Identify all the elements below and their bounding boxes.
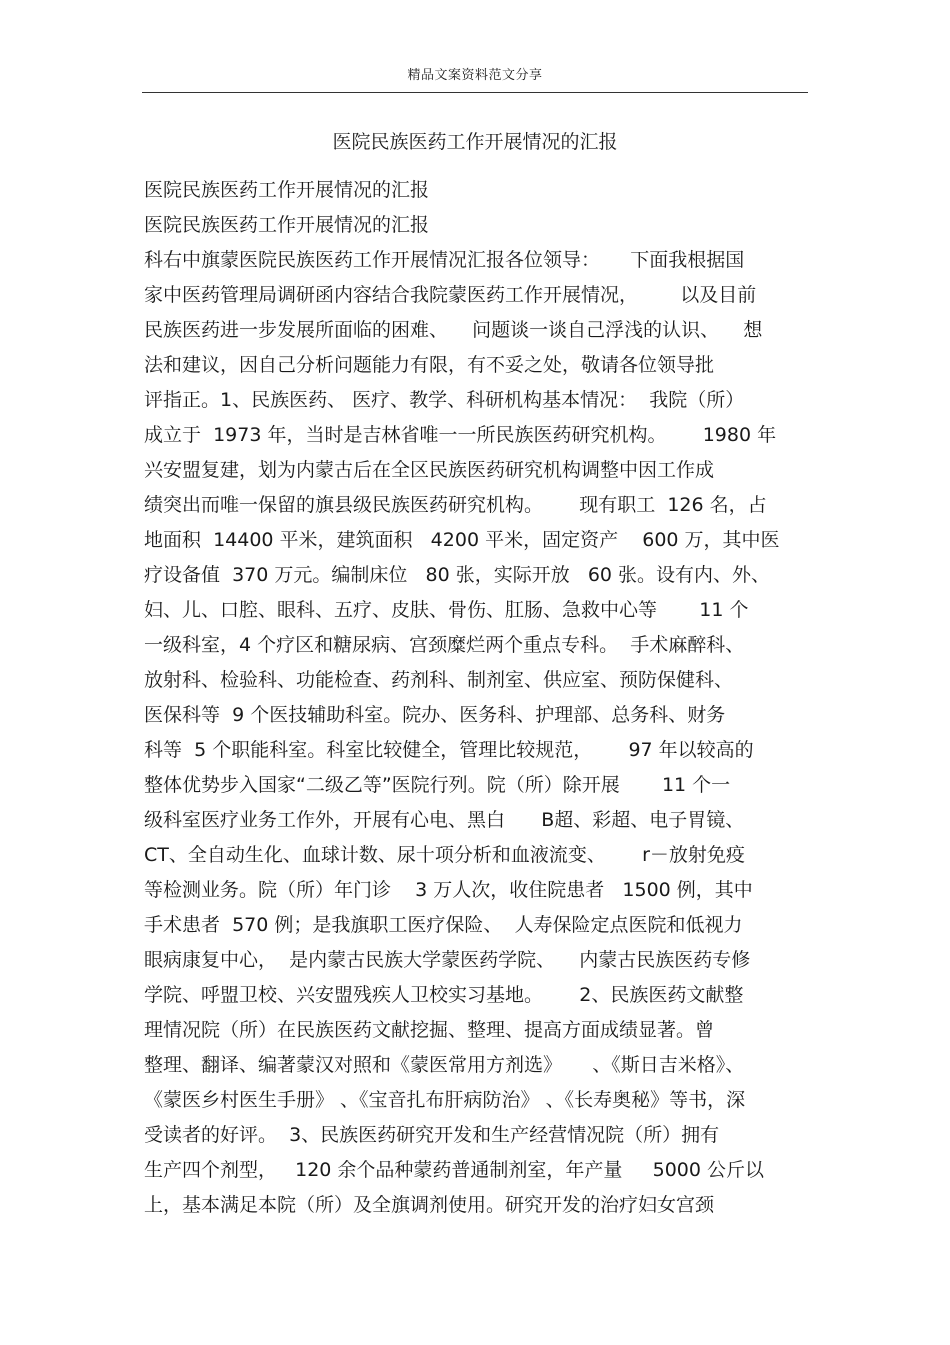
body-line: 等检测业务。院（所）年门诊 3 万人次，收住院患者 1500 例，其中 [144,879,753,901]
body-line: 手术患者 570 例；是我旗职工医疗保险、 人寿保险定点医院和低视力 [144,914,743,936]
body-line: 科右中旗蒙医院民族医药工作开展情况汇报各位领导： 下面我根据国 [144,249,745,271]
body-line: 法和建议，因自己分析问题能力有限，有不妥之处，敬请各位领导批 [144,354,715,376]
body-line: 上，基本满足本院（所）及全旗调剂使用。研究开发的治疗妇女宫颈 [144,1194,715,1216]
header-text: 精品文案资料范文分享 [407,68,543,83]
body-line: 医院民族医药工作开展情况的汇报 [144,214,430,236]
body-line: 成立于 1973 年，当时是吉林省唯一一所民族医药研究机构。 1980 年 [144,424,777,446]
body-line: 级科室医疗业务工作外，开展有心电、黑白 B超、彩超、电子胃镜、 [144,809,745,831]
body-line: 医保科等 9 个医技辅助科室。院办、医务科、护理部、总务科、财务 [144,704,726,726]
body-line: 疗设备值 370 万元。编制床位 80 张，实际开放 60 张。设有内、外、 [144,564,771,586]
body-line: 家中医药管理局调研函内容结合我院蒙医药工作开展情况， 以及目前 [144,284,757,306]
body-line: 生产四个剂型， 120 余个品种蒙药普通制剂室，年产量 5000 公斤以 [144,1159,765,1181]
body-line: 学院、呼盟卫校、兴安盟残疾人卫校实习基地。 2、民族医药文献整 [144,984,744,1006]
body-line: 民族医药进一步发展所面临的困难、 问题谈一谈自己浮浅的认识、 想 [144,319,763,341]
body-line: 妇、儿、口腔、眼科、五疗、皮肤、骨伤、肛肠、急救中心等 11 个 [144,599,749,621]
body-line: CT、全自动生化、血球计数、尿十项分析和血液流变、 r－放射免疫 [144,844,745,866]
body-line: 兴安盟复建，划为内蒙古后在全区民族医药研究机构调整中因工作成 [144,459,715,481]
body-line: 一级科室，4 个疗区和糖尿病、宫颈糜烂两个重点专科。 手术麻醉科、 [144,634,745,656]
body-line: 放射科、检验科、功能检查、药剂科、制剂室、供应室、预防保健科、 [144,669,734,691]
body-line: 眼病康复中心， 是内蒙古民族大学蒙医药学院、 内蒙古民族医药专修 [144,949,751,971]
page-header [142,64,808,93]
body-line: 评指正。1、民族医药、 医疗、教学、科研机构基本情况： 我院（所） [144,389,745,411]
body-line: 科等 5 个职能科室。科室比较健全，管理比较规范， 97 年以较高的 [144,739,754,761]
body-line: 整理、翻译、编著蒙汉对照和《蒙医常用方剂选》 、《斯日吉米格》、 [144,1054,745,1076]
body-line: 整体优势步入国家“二级乙等”医院行列。院（所）除开展 11 个一 [144,774,731,796]
body-line: 绩突出而唯一保留的旗县级民族医药研究机构。 现有职工 126 名，占 [144,494,767,516]
body-line: 地面积 14400 平米，建筑面积 4200 平米，固定资产 600 万，其中医 [144,529,780,551]
document-body [144,173,808,1223]
document-title: 医院民族医药工作开展情况的汇报 [332,131,618,153]
body-line: 理情况院（所）在民族医药文献挖掘、整理、提高方面成绩显著。曾 [144,1019,715,1041]
body-line: 医院民族医药工作开展情况的汇报 [144,179,430,201]
body-line: 受读者的好评。 3、民族医药研究开发和生产经营情况院（所）拥有 [144,1124,720,1146]
body-line: 《蒙医乡村医生手册》 、《宝音扎布肝病防治》 、《长寿奥秘》等书，深 [144,1089,746,1111]
